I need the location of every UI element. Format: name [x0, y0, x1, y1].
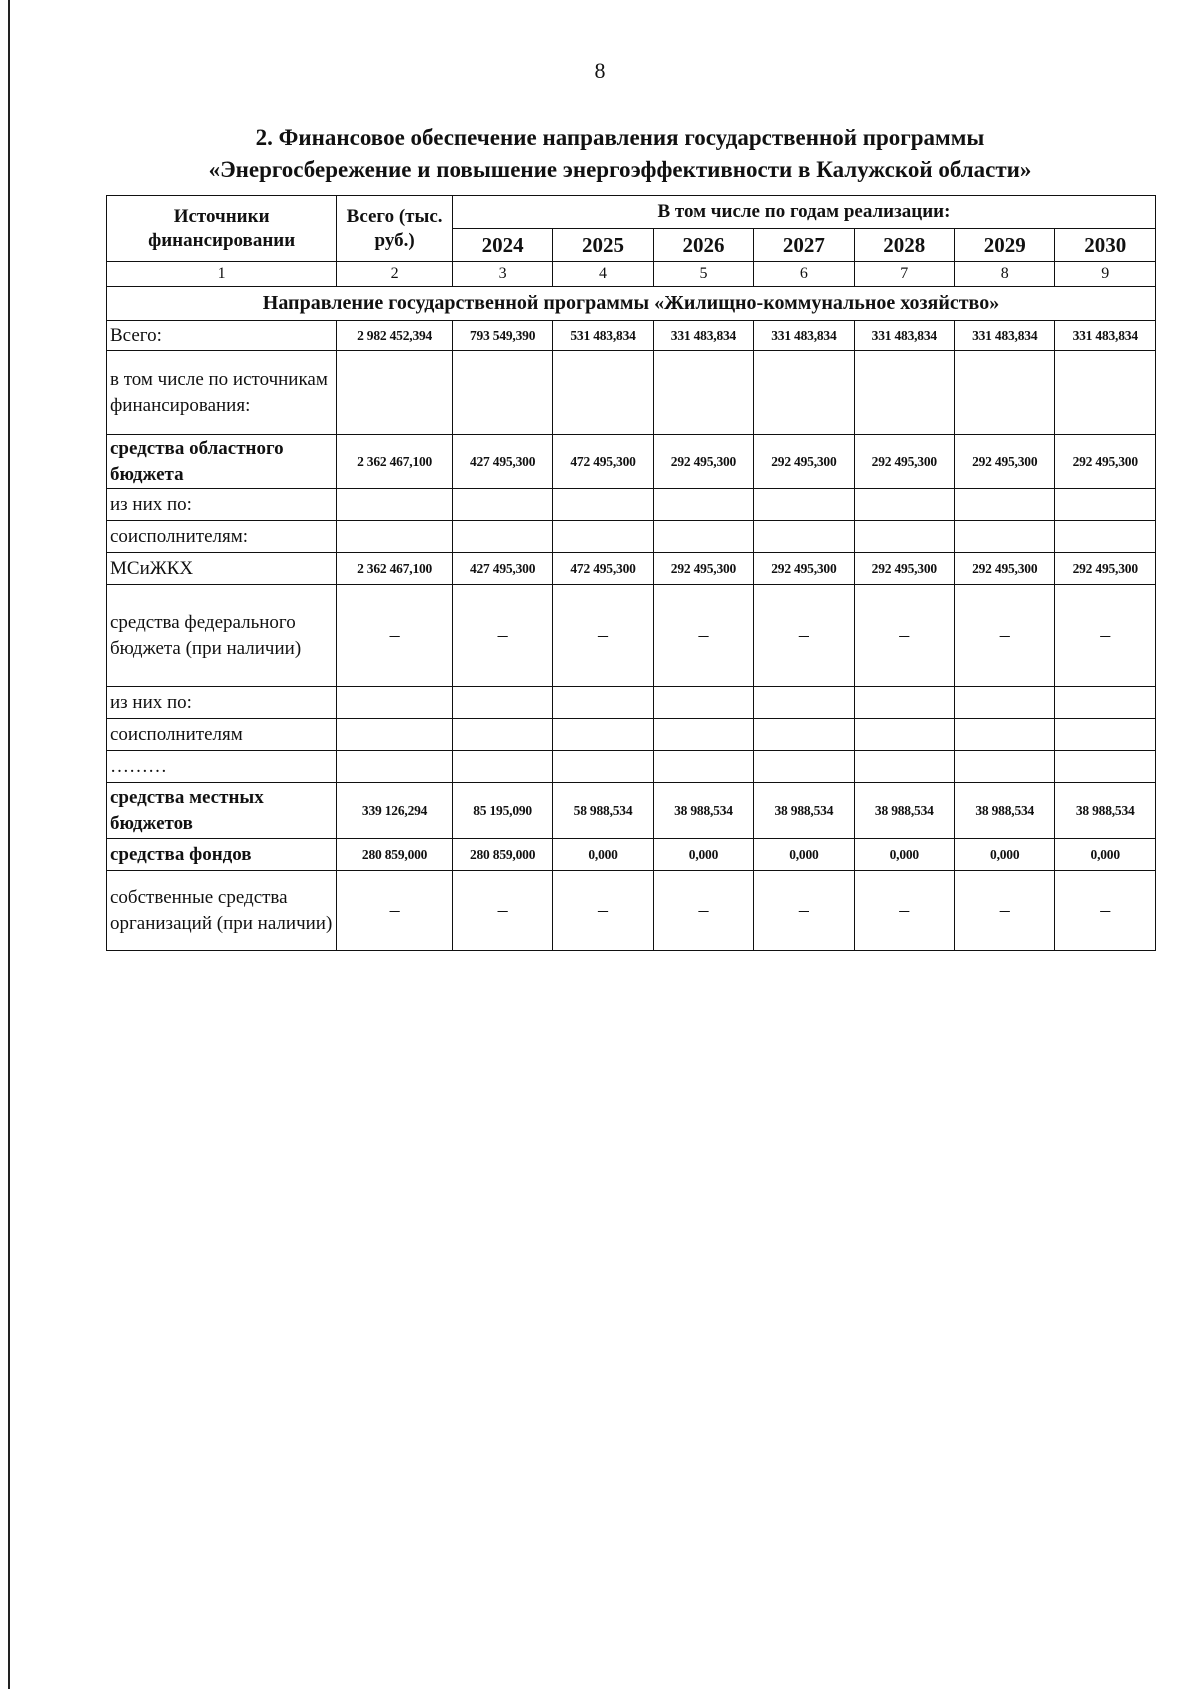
value-cell: 292 495,300 — [854, 553, 954, 585]
value-cell — [754, 489, 854, 521]
value-cell: 2 362 467,100 — [337, 553, 453, 585]
table-row — [107, 751, 1156, 783]
value-cell — [553, 521, 653, 553]
value-cell — [754, 351, 854, 435]
value-cell — [955, 489, 1055, 521]
value-cell — [452, 351, 552, 435]
table-row — [107, 839, 1156, 871]
value-cell: – — [854, 871, 954, 951]
value-cell — [955, 751, 1055, 783]
value-cell — [653, 351, 753, 435]
value-cell: – — [1055, 871, 1156, 951]
value-cell: 292 495,300 — [955, 553, 1055, 585]
header-by-years: В том числе по годам реализации: — [452, 196, 1155, 229]
column-number-cell: 4 — [553, 262, 653, 287]
value-cell: – — [337, 585, 453, 687]
value-cell: – — [955, 871, 1055, 951]
table-row — [107, 783, 1156, 839]
value-cell — [1055, 351, 1156, 435]
value-cell — [955, 687, 1055, 719]
value-cell: 472 495,300 — [553, 553, 653, 585]
value-cell: 280 859,000 — [337, 839, 453, 871]
value-cell — [653, 521, 753, 553]
value-cell: 531 483,834 — [553, 321, 653, 351]
value-cell: 0,000 — [1055, 839, 1156, 871]
value-cell: – — [653, 871, 753, 951]
value-cell — [653, 719, 753, 751]
value-cell — [553, 719, 653, 751]
value-cell — [653, 489, 753, 521]
value-cell: 331 483,834 — [1055, 321, 1156, 351]
value-cell — [1055, 521, 1156, 553]
row-label: соисполнителям: — [107, 521, 337, 553]
value-cell: – — [754, 871, 854, 951]
value-cell — [854, 719, 954, 751]
header-year-2024: 2024 — [452, 229, 552, 262]
value-cell — [452, 687, 552, 719]
value-cell: 472 495,300 — [553, 435, 653, 489]
table-row — [107, 435, 1156, 489]
table-row — [107, 351, 1156, 435]
value-cell — [754, 687, 854, 719]
header-year-2028: 2028 — [854, 229, 954, 262]
value-cell — [1055, 751, 1156, 783]
value-cell — [1055, 687, 1156, 719]
table-row — [107, 687, 1156, 719]
value-cell: 331 483,834 — [955, 321, 1055, 351]
value-cell: 427 495,300 — [452, 553, 552, 585]
value-cell: 793 549,390 — [452, 321, 552, 351]
row-label: собственные средства организаций (при наличии) — [107, 871, 337, 951]
value-cell — [754, 521, 854, 553]
value-cell — [955, 351, 1055, 435]
row-label: средства фондов — [107, 839, 337, 871]
table-row — [107, 553, 1156, 585]
value-cell: 85 195,090 — [452, 783, 552, 839]
column-number-cell: 9 — [1055, 262, 1156, 287]
column-number-cell: 2 — [337, 262, 453, 287]
value-cell — [955, 521, 1055, 553]
row-label: ……… — [107, 751, 337, 783]
table-row — [107, 489, 1156, 521]
value-cell: 292 495,300 — [854, 435, 954, 489]
table-row — [107, 585, 1156, 687]
value-cell: 292 495,300 — [1055, 553, 1156, 585]
value-cell — [337, 489, 453, 521]
value-cell: 292 495,300 — [754, 553, 854, 585]
value-cell: 331 483,834 — [653, 321, 753, 351]
value-cell: – — [854, 585, 954, 687]
value-cell — [452, 489, 552, 521]
value-cell: 38 988,534 — [754, 783, 854, 839]
value-cell: 38 988,534 — [854, 783, 954, 839]
value-cell: 331 483,834 — [754, 321, 854, 351]
value-cell — [452, 751, 552, 783]
value-cell: – — [754, 585, 854, 687]
value-cell — [754, 751, 854, 783]
value-cell: 2 362 467,100 — [337, 435, 453, 489]
value-cell: 38 988,534 — [653, 783, 753, 839]
value-cell: 339 126,294 — [337, 783, 453, 839]
value-cell: 0,000 — [653, 839, 753, 871]
header-total: Всего (тыс. руб.) — [337, 196, 453, 262]
value-cell — [854, 351, 954, 435]
column-number-cell: 8 — [955, 262, 1055, 287]
row-label: средства местных бюджетов — [107, 783, 337, 839]
value-cell: 58 988,534 — [553, 783, 653, 839]
value-cell: – — [553, 585, 653, 687]
table-row — [107, 719, 1156, 751]
value-cell: 280 859,000 — [452, 839, 552, 871]
value-cell: – — [452, 871, 552, 951]
value-cell — [854, 687, 954, 719]
column-number-cell: 6 — [754, 262, 854, 287]
row-label: соисполнителям — [107, 719, 337, 751]
row-label: в том числе по источникам финансирования: — [107, 351, 337, 435]
row-label: из них по: — [107, 687, 337, 719]
value-cell: – — [1055, 585, 1156, 687]
value-cell — [452, 521, 552, 553]
value-cell — [337, 751, 453, 783]
row-label: из них по: — [107, 489, 337, 521]
value-cell: 292 495,300 — [653, 553, 753, 585]
value-cell: 292 495,300 — [1055, 435, 1156, 489]
value-cell — [754, 719, 854, 751]
header-year-2027: 2027 — [754, 229, 854, 262]
header-sources: Источники финансировании — [107, 196, 337, 262]
value-cell: 292 495,300 — [754, 435, 854, 489]
value-cell: 2 982 452,394 — [337, 321, 453, 351]
title-line-1: 2. Финансовое обеспечение направления государственной программы — [255, 125, 985, 150]
row-label: МСиЖКХ — [107, 553, 337, 585]
section-heading: Направление государственной программы «Жилищно-коммунальное хозяйство» — [107, 287, 1156, 321]
value-cell — [1055, 489, 1156, 521]
value-cell — [1055, 719, 1156, 751]
value-cell: 0,000 — [854, 839, 954, 871]
section-title — [60, 122, 1180, 186]
value-cell — [653, 687, 753, 719]
value-cell — [854, 521, 954, 553]
value-cell — [337, 719, 453, 751]
page-edge-rule — [8, 0, 10, 1689]
value-cell — [854, 489, 954, 521]
financing-table — [106, 195, 1156, 951]
header-year-2025: 2025 — [553, 229, 653, 262]
value-cell — [653, 751, 753, 783]
title-line-2: «Энергосбережение и повышение энергоэффективности в Калужской области» — [208, 157, 1032, 182]
table-row — [107, 871, 1156, 951]
column-number-cell: 5 — [653, 262, 753, 287]
value-cell: – — [955, 585, 1055, 687]
value-cell — [553, 687, 653, 719]
value-cell: – — [553, 871, 653, 951]
column-number-cell: 3 — [452, 262, 552, 287]
value-cell: – — [452, 585, 552, 687]
value-cell: 0,000 — [754, 839, 854, 871]
value-cell: 0,000 — [955, 839, 1055, 871]
value-cell: 0,000 — [553, 839, 653, 871]
value-cell — [553, 351, 653, 435]
value-cell — [452, 719, 552, 751]
value-cell: 331 483,834 — [854, 321, 954, 351]
row-label: Всего: — [107, 321, 337, 351]
page-number: 8 — [594, 58, 606, 83]
value-cell: – — [337, 871, 453, 951]
value-cell — [955, 719, 1055, 751]
value-cell: 292 495,300 — [653, 435, 753, 489]
header-year-2030: 2030 — [1055, 229, 1156, 262]
column-numbers-row — [107, 262, 1156, 287]
column-number-cell: 1 — [107, 262, 337, 287]
value-cell: – — [653, 585, 753, 687]
header-year-2026: 2026 — [653, 229, 753, 262]
column-number-cell: 7 — [854, 262, 954, 287]
value-cell: 292 495,300 — [955, 435, 1055, 489]
table-row — [107, 521, 1156, 553]
row-label: средства федерального бюджета (при наличии) — [107, 585, 337, 687]
value-cell: 38 988,534 — [1055, 783, 1156, 839]
value-cell — [337, 521, 453, 553]
header-year-2029: 2029 — [955, 229, 1055, 262]
value-cell — [553, 489, 653, 521]
value-cell: 427 495,300 — [452, 435, 552, 489]
row-label: средства областного бюджета — [107, 435, 337, 489]
value-cell — [337, 351, 453, 435]
value-cell — [337, 687, 453, 719]
value-cell — [553, 751, 653, 783]
table-row — [107, 321, 1156, 351]
value-cell: 38 988,534 — [955, 783, 1055, 839]
value-cell — [854, 751, 954, 783]
